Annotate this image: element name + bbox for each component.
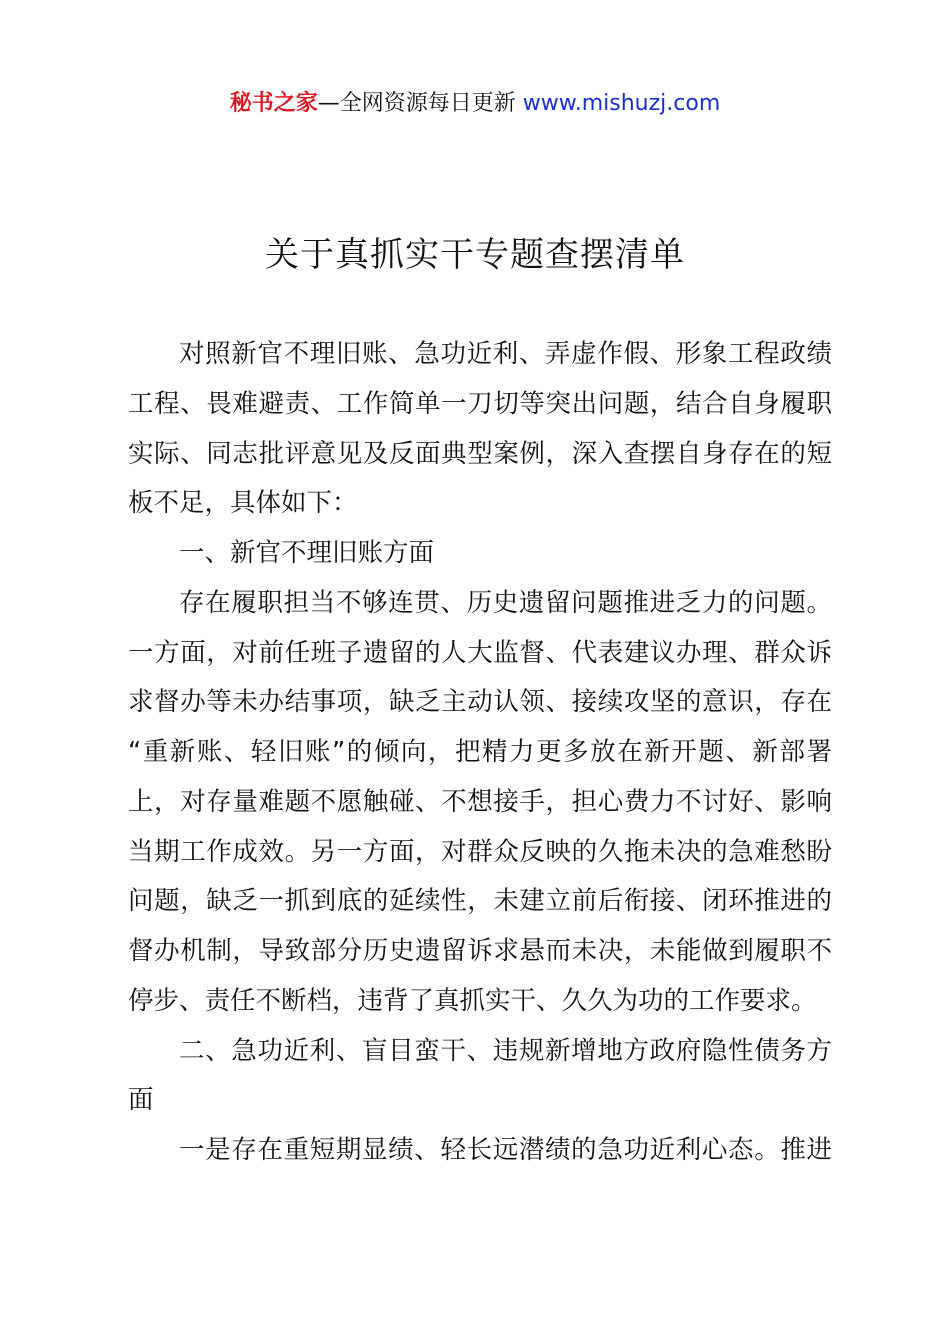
- text-line: 上，对存量难题不愿触碰、不想接手，担心费力不讨好、影响: [128, 786, 832, 817]
- text-line: 存在履职担当不够连贯、历史遗留问题推进乏力的问题。: [179, 587, 832, 618]
- text-line: 停步、责任不断档，违背了真抓实干、久久为功的工作要求。: [128, 985, 817, 1016]
- text-line: 问题，缺乏一抓到底的延续性，未建立前后衔接、闭环推进的: [128, 886, 832, 917]
- text-line: 一、新官不理旧账方面: [179, 538, 435, 568]
- text-line: 实际、同志批评意见及反面典型案例，深入查摆自身存在的短: [128, 438, 832, 469]
- text-line: 一方面，对前任班子遗留的人大监督、代表建议办理、群众诉: [128, 637, 832, 668]
- text-line: 面: [128, 1085, 154, 1116]
- text-line: 当期工作成效。另一方面，对群众反映的久拖未决的急难愁盼: [128, 836, 832, 867]
- text-line: 工程、畏难避责、工作简单一刀切等突出问题，结合自身履职: [128, 388, 832, 419]
- document-body: [128, 330, 832, 1176]
- site-header: [0, 88, 950, 120]
- text-line: 一是存在重短期显绩、轻长远潜绩的急功近利心态。推进: [179, 1135, 832, 1165]
- text-line: 督办机制，导致部分历史遗留诉求悬而未决，未能做到履职不: [128, 936, 832, 966]
- brand-name: 秘书之家: [229, 91, 318, 116]
- text-line: 对照新官不理旧账、急功近利、弄虚作假、形象工程政绩: [179, 339, 832, 369]
- document-title: 关于真抓实干专题查摆清单: [265, 235, 685, 275]
- text-line: “重新账、轻旧账”的倾向，把精力更多放在新开题、新部署: [128, 737, 832, 767]
- text-line: 板不足，具体如下：: [128, 488, 358, 519]
- header-tagline: —全网资源每日更新: [317, 91, 523, 116]
- text-line: 二、急功近利、盲目蛮干、违规新增地方政府隐性债务方: [179, 1035, 832, 1066]
- text-line: 求督办等未办结事项，缺乏主动认领、接续攻坚的意识，存在: [128, 687, 832, 718]
- site-url-link[interactable]: www.mishuzj.com: [522, 91, 721, 116]
